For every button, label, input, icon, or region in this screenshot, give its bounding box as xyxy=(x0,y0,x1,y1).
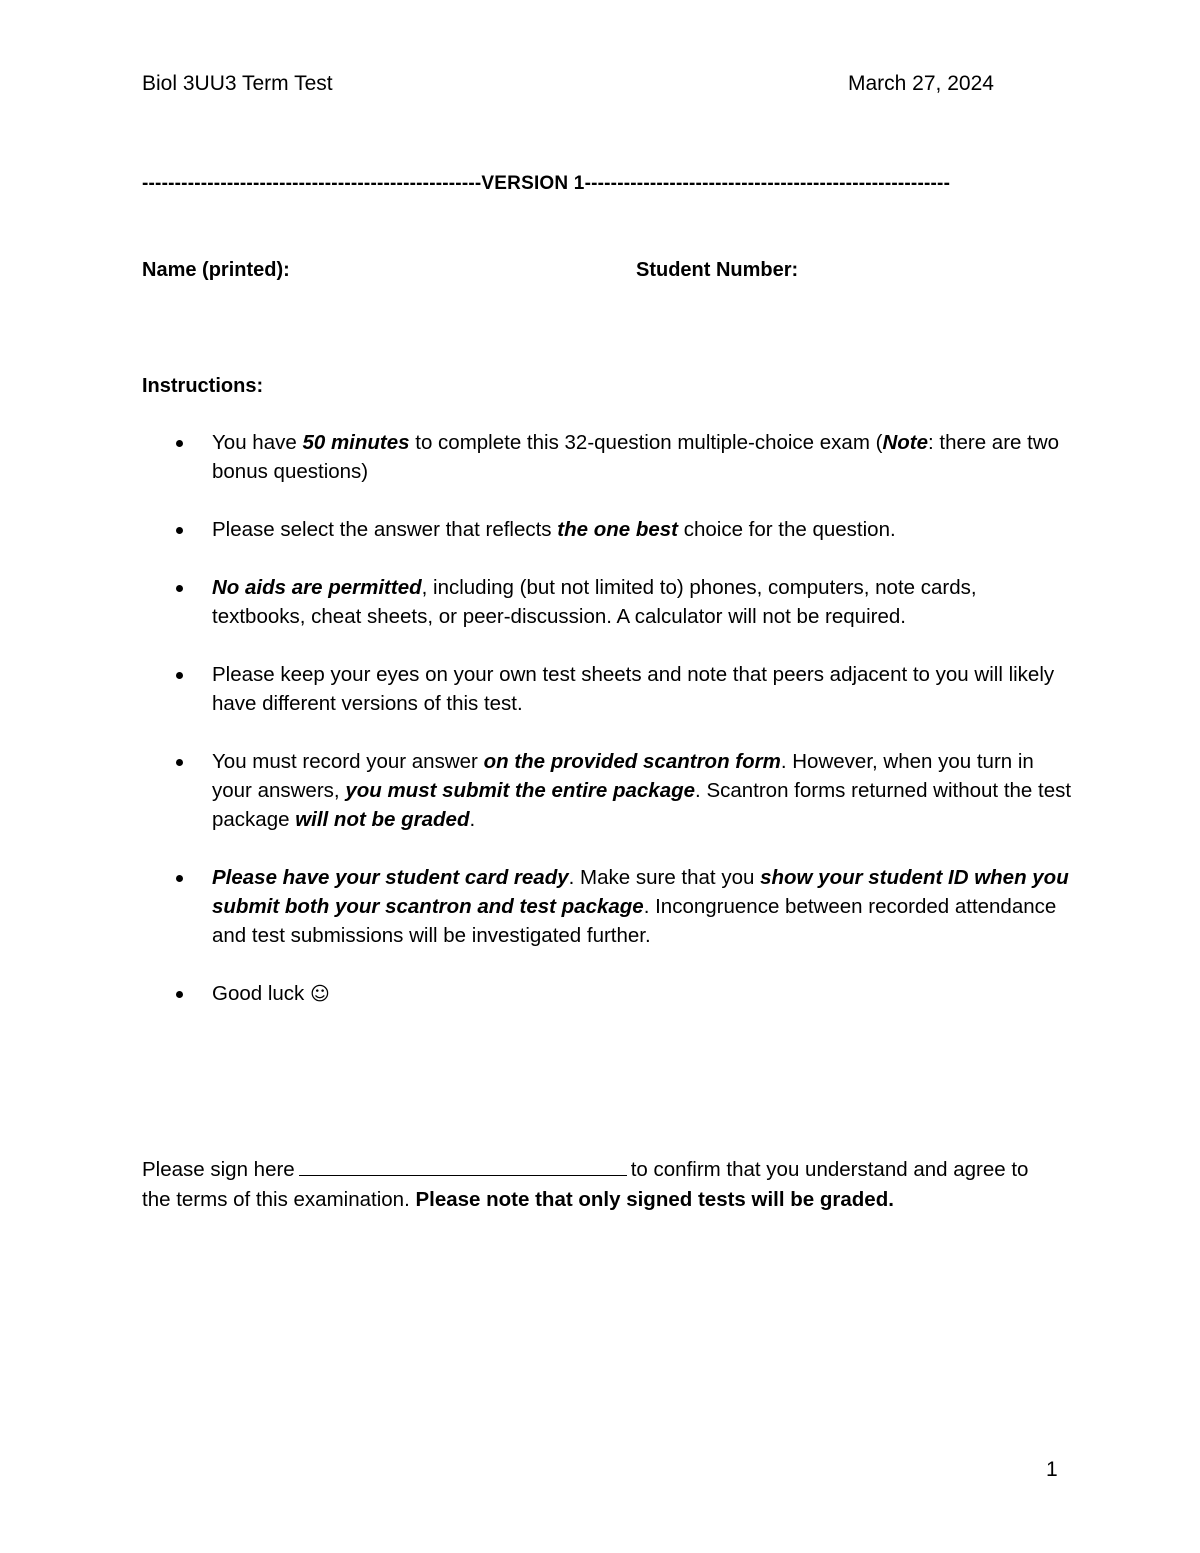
instruction-item-best-choice xyxy=(212,515,1072,544)
instruction-text: . However, when you turn in your answers, xyxy=(212,750,1034,802)
instruction-text: You have xyxy=(212,431,303,454)
instruction-text: . Make sure that you xyxy=(568,866,761,889)
instruction-emphasis: show your student ID when you submit both your scantron and test package xyxy=(212,866,1069,918)
instruction-text: . Incongruence between recorded attendance and test submissions will be investigated further. xyxy=(212,895,1057,947)
page-number: 1 xyxy=(1046,1458,1058,1481)
instruction-emphasis: Note xyxy=(882,431,928,454)
instruction-text: to complete this 32-question multiple-choice exam ( xyxy=(409,431,883,454)
instruction-text: . Scantron forms returned without the test package xyxy=(212,779,1072,831)
signature-prefix: Please sign here xyxy=(142,1158,295,1181)
instruction-text: choice for the question. xyxy=(678,518,896,541)
signature-note: Please note that only signed tests will be graded. xyxy=(415,1188,894,1211)
instruction-item-good-luck xyxy=(212,979,1072,1009)
instruction-item-time xyxy=(212,428,1072,486)
smiley-icon: ☺ xyxy=(310,983,330,1005)
instruction-text: . xyxy=(469,808,476,831)
instruction-text: Good luck xyxy=(212,982,310,1005)
signature-section xyxy=(142,1155,1062,1215)
instruction-text: Please keep your eyes on your own test sheets and note that peers adjacent to you will likely have different versions of this test. xyxy=(212,663,1055,715)
instruction-text: Please select the answer that reflects xyxy=(212,518,558,541)
test-date: March 27, 2024 xyxy=(848,72,994,95)
instruction-item-no-aids xyxy=(212,573,1072,631)
instruction-text: You must record your answer xyxy=(212,750,484,773)
instruction-item-student-card xyxy=(212,863,1072,950)
course-title: Biol 3UU3 Term Test xyxy=(142,72,333,95)
name-field-label: Name (printed): xyxy=(142,259,290,281)
instruction-emphasis: on the provided scantron form xyxy=(483,750,781,773)
instruction-item-eyes xyxy=(212,660,1072,718)
signature-suffix: to confirm that you understand and agree to the terms of this examination. xyxy=(142,1158,1029,1211)
instruction-emphasis: the one best xyxy=(557,518,679,541)
instruction-item-scantron xyxy=(212,747,1072,834)
instruction-emphasis: you must submit the entire package xyxy=(345,779,696,802)
instruction-emphasis: will not be graded xyxy=(295,808,470,831)
instructions-heading: Instructions: xyxy=(142,375,264,397)
signature-line[interactable] xyxy=(299,1155,627,1176)
instruction-text: : there are two bonus questions) xyxy=(212,431,1060,483)
instruction-emphasis: No aids are permitted xyxy=(212,576,422,599)
instruction-emphasis: Please have your student card ready xyxy=(212,866,569,889)
instruction-emphasis: 50 minutes xyxy=(302,431,410,454)
student-number-label: Student Number: xyxy=(636,259,799,281)
instructions-list xyxy=(212,428,1072,1038)
instruction-text: , including (but not limited to) phones, computers, note cards, textbooks, cheat sheets, or peer-discussion. A calculator will not be required. xyxy=(212,576,977,628)
version-banner: ----------------------------------------------------VERSION 1-------------------------------------------------------- xyxy=(142,173,951,194)
